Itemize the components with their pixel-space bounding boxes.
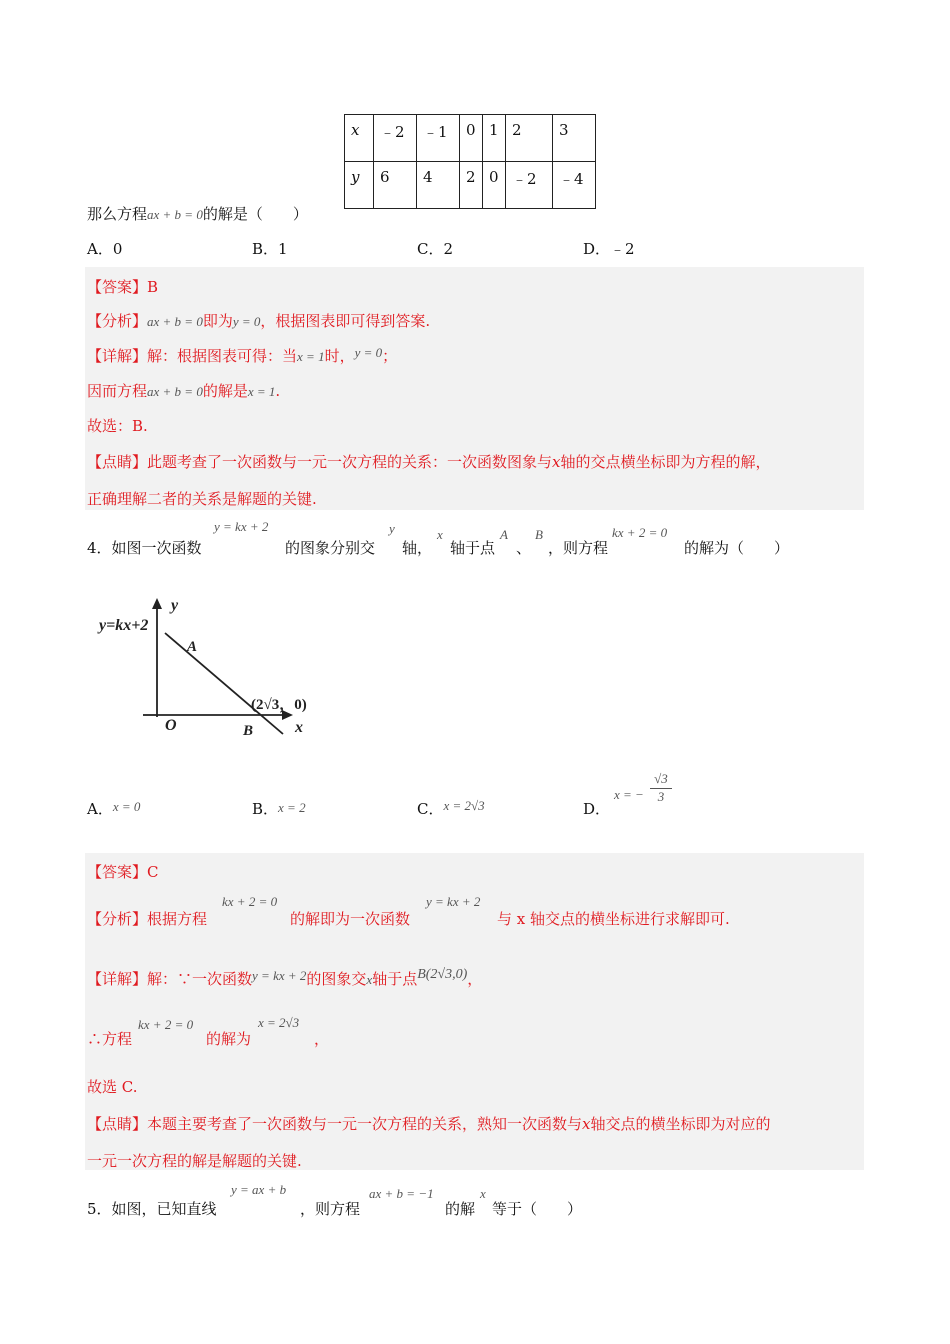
q4-prompt-text: 、	[516, 539, 532, 557]
q5-prompt-math-eq: ax + b = −1	[369, 1186, 434, 1201]
q5-prompt-math-x: x	[480, 1186, 486, 1201]
table-cell: 2	[506, 115, 553, 162]
table-cell: 3	[553, 115, 596, 162]
q4-detail-line2-text: 的解为	[206, 1030, 252, 1048]
q4-graph	[95, 592, 335, 742]
q3-prompt-math: ax + b = 0	[147, 207, 203, 222]
table-cell: 0	[483, 162, 506, 209]
graph-fn-label: y=kx+2	[99, 617, 149, 634]
q3-prompt-text: 的解是（ ）	[202, 205, 308, 223]
q4-option-b[interactable]: B．x = 2	[252, 800, 306, 818]
q4-prompt-math-x: x	[437, 527, 443, 542]
table-cell: 4	[417, 162, 460, 209]
q4-option-a[interactable]: A．x = 0	[87, 799, 141, 818]
q3-option-c[interactable]: C．2	[417, 240, 454, 258]
q5-prompt: 5．如图，已知直线	[87, 1200, 217, 1218]
table-cell: 6	[374, 162, 417, 209]
table-cell: 1	[483, 115, 506, 162]
q4-detail-line2-text: ，	[314, 1030, 330, 1048]
q3-detail: 【详解】解：根据图表可得：当x = 1时，y = 0；	[87, 345, 398, 365]
q4-choose: 故选 C.	[87, 1078, 138, 1096]
q4-prompt-text: 的解为（ ）	[684, 539, 790, 557]
q4-analysis: 【分析】根据方程	[87, 910, 208, 928]
table-cell: ﹣2	[506, 162, 553, 209]
q4-analysis-math2: y = kx + 2	[426, 894, 481, 909]
q4-detail-line2-math1: kx + 2 = 0	[138, 1017, 194, 1032]
table-header-x: x	[345, 115, 374, 162]
q4-option-d-math: x = −	[614, 787, 644, 802]
q4-prompt-text: 的图象分别交	[285, 539, 376, 557]
graph-y-label: y	[171, 597, 179, 614]
q4-prompt-math-y: y	[389, 521, 395, 536]
q5-prompt-text: 等于（ ）	[492, 1200, 583, 1218]
q4-prompt-math-fn: y = kx + 2	[214, 519, 269, 534]
q4-prompt-math-eq: kx + 2 = 0	[612, 525, 668, 540]
graph-coord-label: (2√3，0)	[251, 697, 307, 713]
graph-x-label: x	[295, 719, 303, 736]
q4-prompt: 4．如图一次函数	[87, 539, 202, 557]
y-axis-arrow-icon	[152, 598, 162, 609]
q3-comment: 【点睛】此题考查了一次函数与一元一次方程的关系：一次函数图象与x轴的交点横坐标即为方程的解，	[87, 453, 771, 471]
function-line	[165, 633, 283, 734]
q4-prompt-math-b: B	[535, 527, 543, 542]
q4-analysis-math1: kx + 2 = 0	[222, 894, 278, 909]
q4-prompt-text: 轴，	[402, 539, 433, 557]
q4-detail-line2-math2: x = 2√3	[258, 1015, 300, 1030]
table-cell: ﹣1	[417, 115, 460, 162]
q4-option-c[interactable]: C．x = 2√3	[417, 798, 485, 818]
q3-analysis: 【分析】ax + b = 0即为y = 0，根据图表即可得到答案.	[87, 312, 431, 330]
q4-detail-line2: ∴方程	[87, 1030, 133, 1048]
q5-prompt-math-fn: y = ax + b	[231, 1182, 287, 1197]
table-row-x	[345, 115, 596, 162]
graph-point-a-label: A	[187, 639, 198, 655]
table-cell: 0	[460, 115, 483, 162]
table-cell: ﹣2	[374, 115, 417, 162]
fraction-numerator: √3	[650, 771, 672, 789]
q3-prompt-text: 那么方程	[87, 205, 148, 223]
q3-answer: 【答案】B	[87, 278, 159, 296]
q5-prompt-text: 的解	[445, 1200, 476, 1218]
value-table	[344, 114, 596, 209]
q4-analysis-text: 的解即为一次函数	[290, 910, 411, 928]
table-cell: 2	[460, 162, 483, 209]
q4-prompt-text: 轴于点	[450, 539, 496, 557]
q4-prompt-text: ，则方程	[548, 539, 609, 557]
q3-detail-line2: 因而方程ax + b = 0的解是x = 1.	[87, 382, 281, 400]
q4-analysis-text: 与 x 轴交点的横坐标进行求解即可.	[497, 910, 730, 928]
q4-prompt-math-a: A	[500, 527, 508, 542]
q4-option-d[interactable]: D．	[583, 800, 611, 818]
q3-comment-line2: 正确理解二者的关系是解题的关键.	[87, 490, 317, 508]
q3-option-d[interactable]: D．﹣2	[583, 240, 635, 258]
graph-origin-label: O	[165, 717, 177, 734]
q4-detail: 【详解】解：∵一次函数y = kx + 2的图象交x轴于点B(2√3,0)，	[87, 967, 483, 988]
fraction-denominator: 3	[657, 789, 665, 804]
q5-prompt-text: ，则方程	[300, 1200, 361, 1218]
table-cell: ﹣4	[553, 162, 596, 209]
q3-prompt	[87, 203, 308, 224]
graph-point-b-label: B	[243, 723, 254, 739]
q3-choose: 故选：B.	[87, 417, 148, 435]
q3-option-a[interactable]: A．0	[87, 240, 123, 258]
q3-option-b[interactable]: B．1	[252, 240, 288, 258]
table-row-y	[345, 162, 596, 209]
q4-answer: 【答案】C	[87, 863, 159, 881]
q4-comment: 【点睛】本题主要考查了一次函数与一元一次方程的关系，熟知一次函数与x轴交点的横坐标即为对应的	[87, 1115, 771, 1133]
q4-comment-line2: 一元一次方程的解是解题的关键.	[87, 1152, 302, 1170]
q4-option-d-fraction	[650, 771, 672, 805]
table-header-y: y	[345, 162, 374, 209]
